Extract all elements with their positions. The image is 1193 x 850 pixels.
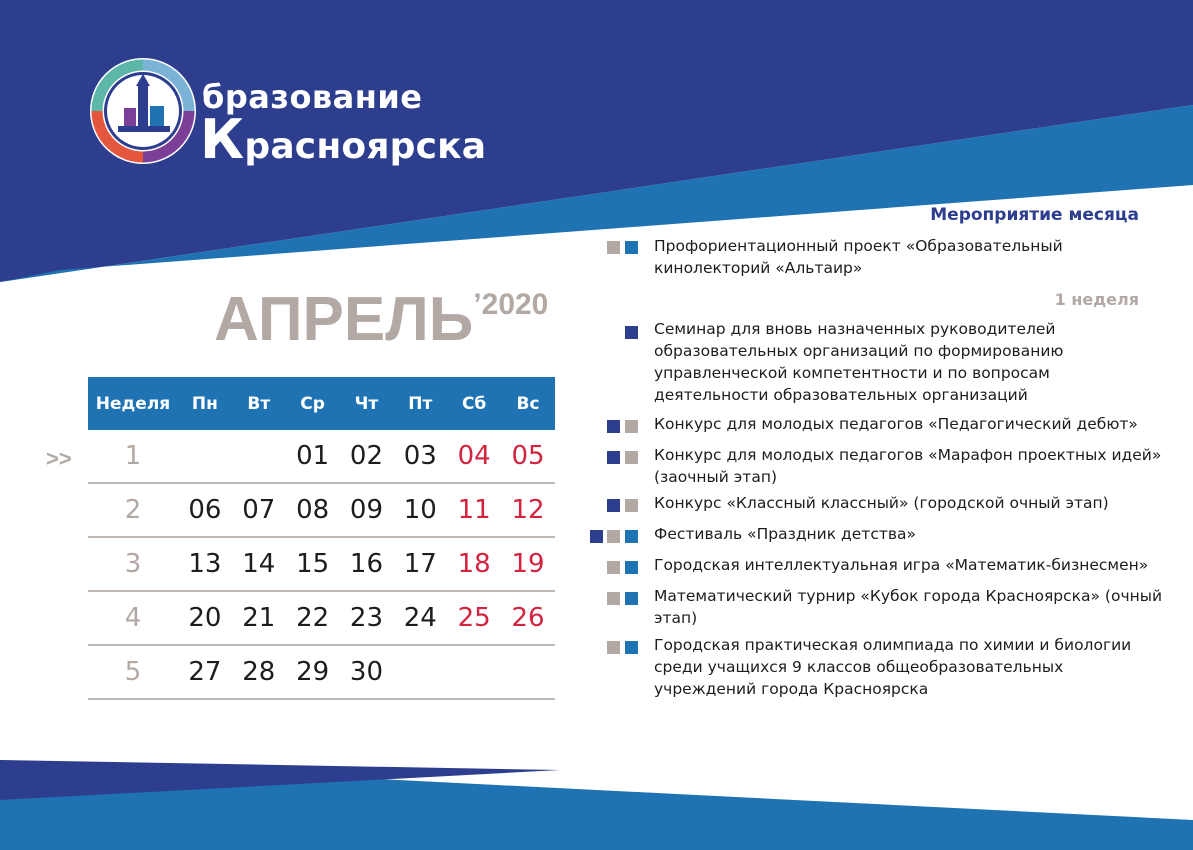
day-cell: 09: [340, 483, 394, 537]
category-marker-grey: [607, 241, 620, 254]
day-cell: 06: [178, 483, 232, 537]
category-marker-grey: [607, 592, 620, 605]
events-title: Мероприятие месяца: [930, 205, 1139, 225]
header-sun: Вс: [501, 377, 555, 430]
event-item: Конкурс для молодых педагогов «Марафон проектных идей» (заочный этап): [654, 446, 1162, 486]
day-cell: 08: [286, 483, 340, 537]
event-item: Конкурс для молодых педагогов «Педагогический дебют»: [654, 415, 1138, 433]
day-cell: [232, 430, 286, 483]
month-name: АПРЕЛЬ: [214, 285, 474, 354]
category-marker-blue: [625, 561, 638, 574]
category-marker-blue: [625, 592, 638, 605]
weekend-day-cell: [501, 645, 555, 699]
day-cell: 21: [232, 591, 286, 645]
brand-line-1: бразование: [202, 78, 423, 116]
day-cell: 10: [393, 483, 447, 537]
category-marker-blue: [625, 241, 638, 254]
day-cell: 22: [286, 591, 340, 645]
calendar-header-row: [88, 377, 555, 430]
day-cell: 28: [232, 645, 286, 699]
calendar-week-row: [88, 537, 555, 591]
header-fri: Пт: [393, 377, 447, 430]
brand-initial: К: [200, 108, 245, 171]
weekend-day-cell: 12: [501, 483, 555, 537]
header-thu: Чт: [340, 377, 394, 430]
weekend-day-cell: 19: [501, 537, 555, 591]
weekend-day-cell: 11: [447, 483, 501, 537]
event-item: Профориентационный проект «Образовательный кинолекторий «Альтаир»: [654, 237, 1063, 277]
weekend-day-cell: 26: [501, 591, 555, 645]
brand-rest: расноярска: [244, 126, 487, 167]
event-item: Городская практическая олимпиада по химии и биологии среди учащихся 9 классов общеобразовательных учреждений города Красноярска: [654, 636, 1132, 698]
week-number: 1: [88, 430, 178, 483]
weekend-day-cell: [447, 645, 501, 699]
day-cell: 29: [286, 645, 340, 699]
brand-line-2: [200, 108, 487, 171]
event-item: Фестиваль «Праздник детства»: [654, 525, 916, 543]
category-marker-navy: [607, 420, 620, 433]
calendar-week-row: [88, 645, 555, 699]
day-cell: 23: [340, 591, 394, 645]
week-number: 3: [88, 537, 178, 591]
day-cell: 15: [286, 537, 340, 591]
day-cell: 27: [178, 645, 232, 699]
city-logo-icon: [88, 56, 198, 166]
week-number: 5: [88, 645, 178, 699]
event-item: Математический турнир «Кубок города Красноярска» (очный этап): [654, 587, 1163, 627]
weekend-day-cell: 04: [447, 430, 501, 483]
weekend-day-cell: 05: [501, 430, 555, 483]
day-cell: 16: [340, 537, 394, 591]
day-cell: 07: [232, 483, 286, 537]
day-cell: [178, 430, 232, 483]
category-marker-blue: [625, 530, 638, 543]
calendar-week-row: [88, 591, 555, 645]
day-cell: 14: [232, 537, 286, 591]
day-cell: 01: [286, 430, 340, 483]
category-marker-navy: [607, 451, 620, 464]
header-wed: Ср: [286, 377, 340, 430]
category-marker-grey: [607, 561, 620, 574]
month-year: ’2020: [473, 288, 549, 321]
day-cell: [393, 645, 447, 699]
header-mon: Пн: [178, 377, 232, 430]
header-tue: Вт: [232, 377, 286, 430]
header-week: Неделя: [88, 377, 178, 430]
event-item: Конкурс «Классный классный» (городской очный этап): [654, 494, 1109, 512]
day-cell: 20: [178, 591, 232, 645]
calendar-week-row: [88, 430, 555, 483]
category-marker-grey: [625, 451, 638, 464]
category-marker-grey: [625, 420, 638, 433]
day-cell: 13: [178, 537, 232, 591]
weekend-day-cell: 25: [447, 591, 501, 645]
day-cell: 02: [340, 430, 394, 483]
day-cell: 30: [340, 645, 394, 699]
week-label: 1 неделя: [1054, 290, 1139, 309]
day-cell: 03: [393, 430, 447, 483]
event-item: Городская интеллектуальная игра «Математик-бизнесмен»: [654, 556, 1149, 574]
category-marker-navy: [625, 326, 638, 339]
category-marker-grey: [625, 499, 638, 512]
calendar-week-row: [88, 483, 555, 537]
weekend-day-cell: 18: [447, 537, 501, 591]
header-sat: Сб: [447, 377, 501, 430]
current-week-marker: >>: [46, 446, 72, 471]
category-marker-navy: [590, 530, 603, 543]
event-item: Семинар для вновь назначенных руководителей образовательных организаций по формированию управленческой компетентности и по вопросам деятельности образовательных организаций: [654, 320, 1064, 404]
category-marker-grey: [607, 641, 620, 654]
day-cell: 17: [393, 537, 447, 591]
week-number: 2: [88, 483, 178, 537]
day-cell: 24: [393, 591, 447, 645]
category-marker-grey: [607, 530, 620, 543]
calendar-table: [88, 377, 555, 700]
category-marker-blue: [625, 641, 638, 654]
week-number: 4: [88, 591, 178, 645]
category-marker-navy: [607, 499, 620, 512]
month-title: [214, 284, 548, 355]
